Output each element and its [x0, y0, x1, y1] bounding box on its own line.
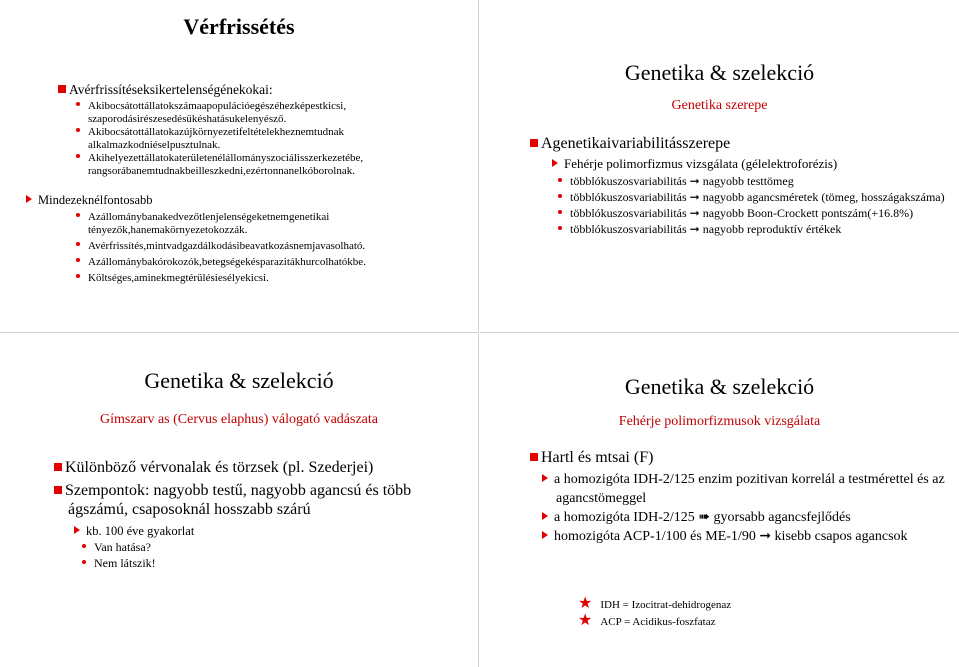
list-item: Nem látszik!: [54, 555, 474, 571]
dot-bullet-icon: [558, 226, 562, 230]
square-bullet-icon: [54, 486, 62, 494]
dot-bullet-icon: [82, 560, 86, 564]
dot-bullet-icon: [558, 210, 562, 214]
dot-bullet-icon: [76, 274, 80, 278]
bullet: Szempontok: nagyobb testű, nagyobb agancsú és több ágszámú, csaposoknál hosszabb szárú: [54, 481, 474, 519]
slide-body: [530, 448, 950, 546]
key-points-list: [58, 211, 470, 285]
slide-title: Genetika & szelekció: [624, 60, 815, 85]
square-bullet-icon: [54, 463, 62, 471]
triangle-bullet-icon: [542, 474, 548, 482]
dot-bullet-icon: [82, 544, 86, 548]
slide-gimszarvas-valogatas: [0, 334, 479, 667]
slide-title: Genetika & szelekció: [144, 368, 334, 393]
dot-bullet-icon: [76, 154, 80, 158]
list-item: többlókuszosvariabilitás ➞ nagyobb reproduktív értékek: [530, 222, 950, 236]
triangle-bullet-icon: [74, 526, 80, 534]
triangle-bullet-icon: [26, 195, 32, 203]
slide-feherje-polimorfizmusok: [480, 334, 959, 667]
dot-bullet-icon: [558, 178, 562, 182]
heading: Avérfrissítéseksikertelenségénekokai:: [58, 82, 470, 98]
slide-verfrissites: [0, 0, 479, 333]
list-item: többlókuszosvariabilitás ➞ nagyobb Boon-Crockett pontszám(+16.8%): [530, 206, 950, 220]
square-bullet-icon: [58, 85, 66, 93]
star-icon: ★: [578, 595, 593, 612]
dot-bullet-icon: [558, 194, 562, 198]
points-list: [530, 174, 950, 236]
questions-list: [54, 539, 474, 571]
slide-subtitle: Fehérje polimorfizmusok vizsgálata: [618, 414, 821, 429]
slide-title: Vérfrissétés: [183, 14, 295, 39]
triangle-bullet-icon: [552, 159, 558, 167]
list-item: Azállománybakórokozók,betegségekésparazitákhurcolhatókbe.: [58, 256, 470, 269]
dot-bullet-icon: [76, 242, 80, 246]
list-item: többlókuszosvariabilitás ➞ nagyobb testtömeg: [530, 174, 950, 188]
list-item: Akihelyezettállatokaterületenélállományszociálisszerkezetébe, rangsorábanemtudnakbeilleszkedni,ezértonnanelkóborolnak.: [58, 152, 470, 178]
slide-genetika-szerepe: [480, 0, 959, 333]
triangle-bullet-icon: [542, 531, 548, 539]
star-icon: ★: [578, 612, 593, 629]
list-item: a homozigóta IDH-2/125 ➠ gyorsabb agancsfejlődés: [530, 508, 950, 527]
note: ★ IDH = Izocitrat-dehidrogenaz: [578, 595, 732, 612]
list-item: Költséges,aminekmegtérülésiesélyekicsi.: [58, 272, 470, 285]
dot-bullet-icon: [76, 102, 80, 106]
dot-bullet-icon: [76, 128, 80, 132]
square-bullet-icon: [530, 139, 538, 147]
bullet: Különböző vérvonalak és törzsek (pl. Szederjei): [54, 458, 474, 477]
slide-title: Genetika & szelekció: [624, 374, 815, 399]
slide-subtitle: Gímszarv as (Cervus elaphus) válogató vadászata: [100, 412, 378, 427]
findings-list: [530, 470, 950, 546]
slide-body: [530, 134, 950, 236]
abbreviation-notes: [578, 596, 731, 630]
dot-bullet-icon: [76, 213, 80, 217]
heading: Hartl és mtsai (F): [530, 448, 950, 468]
list-item: Akibocsátottállatokszámaapopulációegészéhezképestkicsi, szaporodásirészesedésükéshatásukelenyésző.: [58, 100, 470, 126]
key-heading: Mindezeknélfontosabb: [26, 194, 438, 207]
sub-heading: Fehérje polimorfizmus vizsgálata (gélelektroforézis): [530, 156, 950, 172]
sub-heading: kb. 100 éve gyakorlat: [54, 523, 474, 539]
note: ★ ACP = Acidikus-foszfataz: [578, 612, 716, 629]
list-item: Akibocsátottállatokazújkörnyezetifeltételekheznemtudnak alkalmazkodniéselpusztulnak.: [58, 126, 470, 152]
slide-body: [54, 458, 474, 571]
square-bullet-icon: [530, 453, 538, 461]
slide-subtitle: Genetika szerepe: [671, 98, 768, 113]
slide-body: [38, 82, 470, 285]
reasons-list: [58, 100, 470, 178]
list-item: többlókuszosvariabilitás ➞ nagyobb agancsméretek (tömeg, hosszágakszáma): [530, 190, 950, 204]
heading: Agenetikaivariabilitásszerepe: [530, 134, 950, 154]
list-item: a homozigóta IDH-2/125 enzim pozitivan korrelál a testmérettel és az agancstömeggel: [530, 470, 950, 508]
list-item: Avérfrissítés,mintvadgazdálkodásibeavatkozásnemjavasolható.: [58, 240, 470, 253]
triangle-bullet-icon: [542, 512, 548, 520]
dot-bullet-icon: [76, 258, 80, 262]
list-item: Van hatása?: [54, 539, 474, 555]
list-item: Azállománybanakedvezőtlenjelenségeketnemgenetikai tényezők,hanemakörnyezetokozzák.: [58, 211, 470, 237]
list-item: homozigóta ACP-1/100 és ME-1/90 ➞ kisebb csapos agancsok: [530, 527, 950, 546]
